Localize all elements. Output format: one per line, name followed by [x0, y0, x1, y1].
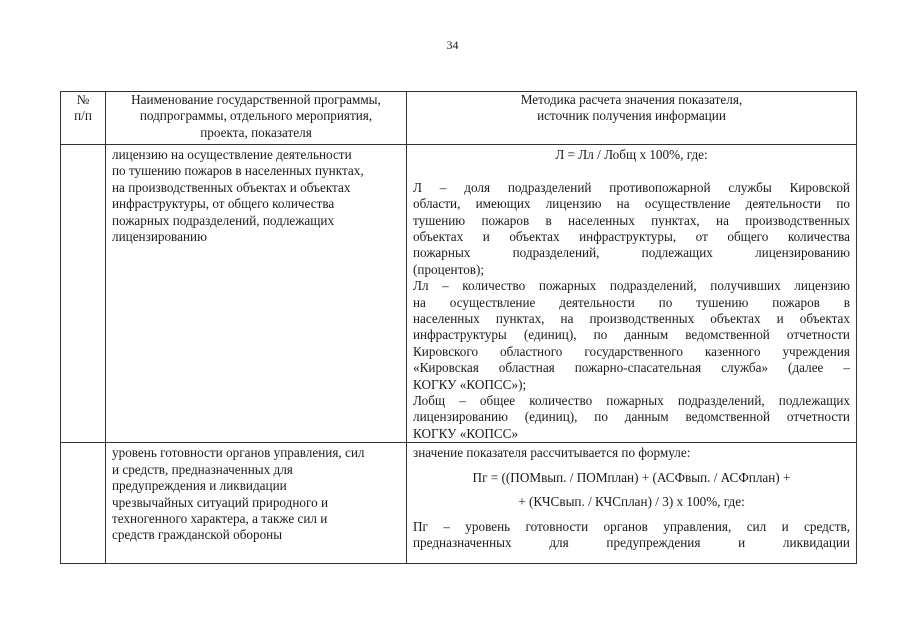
definition-line: КОГКУ «КОПСС» [413, 425, 519, 441]
definition-line: Л – доля подразделений противопожарной службы Кировской [413, 179, 850, 195]
header-name-cell [106, 92, 407, 145]
indicator-name-line: инфраструктуры, от общего количества [112, 196, 335, 212]
header-name-line: проекта, показателя [200, 124, 312, 140]
header-num-line: № [76, 92, 90, 107]
header-method-line: Методика расчета значения показателя, [520, 92, 743, 107]
row-num-cell [61, 443, 106, 564]
definition-line: населенных пунктах, на производственных объектах и объектах [413, 311, 850, 327]
indicator-table [60, 91, 857, 564]
definition-line: Лл – количество пожарных подразделений, получивших лицензию [413, 278, 850, 294]
indicator-name-cell [106, 443, 407, 564]
definition-line: объектах и объектах инфраструктуры, от общего количества [413, 229, 850, 245]
indicator-name-line: и средств, предназначенных для [112, 461, 293, 477]
indicator-name-line: предупреждения и ликвидации [112, 478, 287, 494]
page-number: 34 [446, 38, 459, 52]
header-num-cell [61, 92, 106, 145]
definition-line: Пг – уровень готовности органов управления, сил и средств, [413, 518, 850, 534]
header-method-line: источник получения информации [537, 108, 726, 124]
indicator-name-line: лицензированию [112, 229, 207, 245]
definition-line: (процентов); [413, 261, 485, 277]
row-num-cell [61, 145, 106, 443]
indicator-name-line: техногенного характера, а также сил и [112, 510, 328, 526]
formula-text: Л = Лл / Лобщ х 100%, где: [555, 147, 708, 162]
indicator-name-line: пожарных подразделений, подлежащих [112, 212, 335, 228]
method-cell [407, 145, 857, 443]
formula-line: Пг = ((ПОМвып. / ПОМплан) + (АСФвып. / АСФплан) + [472, 469, 791, 485]
definition-line: инфраструктуры (единиц), по данным ведомственной отчетности [413, 327, 850, 343]
table-header-row [61, 92, 857, 145]
definition-line: пожарных подразделений, подлежащих лицензированию [413, 245, 850, 261]
indicator-name-line: чрезвычайных ситуаций природного и [112, 494, 329, 510]
definition-line: Кировского областного государственного казенного учреждения [413, 343, 850, 359]
indicator-name-line: на производственных объектах и объектах [112, 179, 351, 195]
formula-line: + (КЧСвып. / КЧСплан) / 3) х 100%, где: [518, 494, 745, 510]
definition-line: КОГКУ «КОПСС»); [413, 376, 527, 392]
indicator-name-line: лицензию на осуществление деятельности [112, 147, 352, 162]
header-num-line: п/п [74, 108, 92, 124]
definition-line: Лобщ – общее количество пожарных подразделений, подлежащих [413, 393, 850, 409]
indicator-name-line: уровень готовности органов управления, сил [112, 445, 365, 461]
definition-line: на осуществление деятельности по тушению пожаров в [413, 294, 850, 310]
table-row [61, 145, 857, 443]
indicator-name-cell [106, 145, 407, 443]
indicator-name-line: по тушению пожаров в населенных пунктах, [112, 163, 364, 179]
header-method-cell [407, 92, 857, 145]
table-row [61, 443, 857, 564]
definition-line: области, имеющих лицензию на осуществление деятельности по [413, 196, 850, 212]
formula-intro: значение показателя рассчитывается по формуле: [413, 445, 691, 461]
definition-line: лицензированию (единиц), по данным ведомственной отчетности [413, 409, 850, 425]
header-name-line: подпрограммы, отдельного мероприятия, [139, 108, 373, 124]
definition-line: тушению пожаров в населенных пунктах, на производственных [413, 212, 850, 228]
definition-line: предназначенных для предупреждения и ликвидации [413, 534, 850, 550]
header-name-line: Наименование государственной программы, [131, 92, 381, 107]
indicator-name-line: средств гражданской обороны [112, 527, 283, 543]
definition-line: «Кировская областная пожарно-спасательная служба» (далее – [413, 360, 850, 376]
method-cell [407, 443, 857, 564]
